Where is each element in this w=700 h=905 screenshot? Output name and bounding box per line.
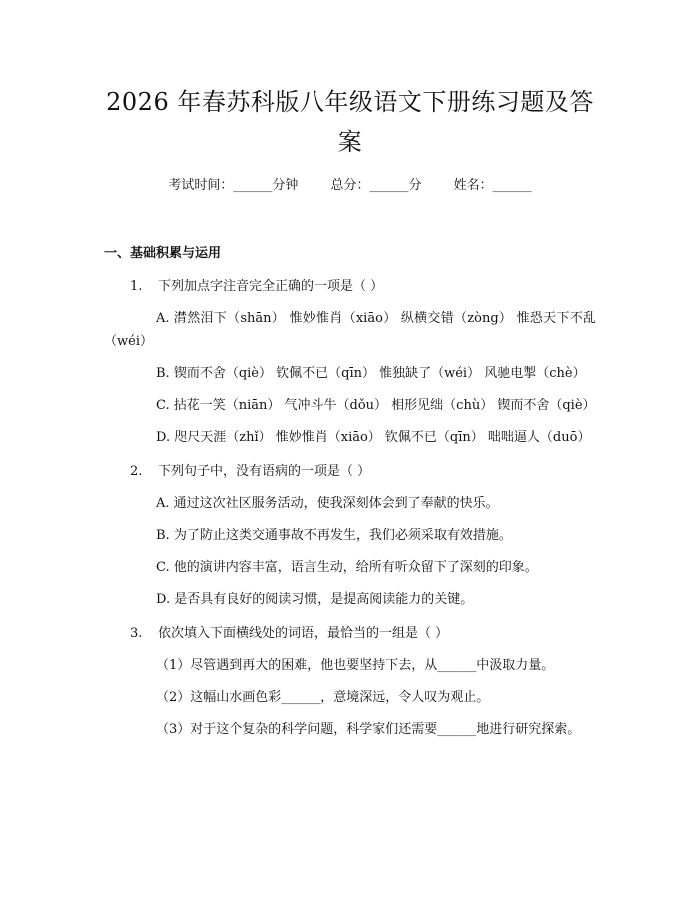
question-2 [104,461,596,483]
option-b: B. 锲而不舍（qiè） 钦佩不已（qīn） 惟独缺了（wéi） 风驰电掣（chè） [156,366,586,381]
option-a: A. 潸然泪下（shān） 惟妙惟肖（xiāo） 纵横交错（zòng） 惟恐天下不乱（wéi） [104,311,596,349]
option-d: D. 咫尺天涯（zhǐ） 惟妙惟肖（xiāo） 钦佩不已（qīn） 咄咄逼人（duō） [156,430,591,445]
question-stem: 依次填入下面横线处的词语，最恰当的一组是（ ） [158,626,449,641]
option-a: A. 通过这次社区服务活动，使我深刻体会到了奉献的快乐。 [156,496,499,511]
question-1 [104,276,596,298]
question-stem: 下列加点字注音完全正确的一项是（ ） [158,279,384,294]
question-number: 3. [130,626,143,641]
exam-time: 考试时间：______分钟 [168,178,299,193]
question-stem: 下列句子中，没有语病的一项是（ ） [158,464,371,479]
question-number: 2. [130,464,143,479]
document-title: 2026 年春苏科版八年级语文下册练习题及答案 [106,88,594,156]
total-score: 总分：______分 [330,178,422,193]
student-name: 姓名：______ [453,178,532,193]
blank-item-3: （3）对于这个复杂的科学问题，科学家们还需要______地进行研究探索。 [156,722,581,737]
option-b: B. 为了防止这类交通事故不再发生，我们必须采取有效措施。 [156,528,512,543]
question-number: 1. [130,279,143,294]
option-c: C. 拈花一笑（niān） 气冲斗牛（dǒu） 相形见绌（chù） 锲而不舍（qiè） [156,398,596,413]
question-3 [104,623,596,645]
blank-item-1: （1）尽管遇到再大的困难，他也要坚持下去，从______中汲取力量。 [156,658,555,673]
blank-item-2: （2）这幅山水画色彩______，意境深远，令人叹为观止。 [156,690,490,705]
option-c: C. 他的演讲内容丰富，语言生动，给所有听众留下了深刻的印象。 [156,560,538,575]
section-heading: 一、基础积累与运用 [104,246,222,261]
option-d: D. 是否具有良好的阅读习惯，是提高阅读能力的关键。 [156,592,474,607]
exam-meta [104,176,596,196]
